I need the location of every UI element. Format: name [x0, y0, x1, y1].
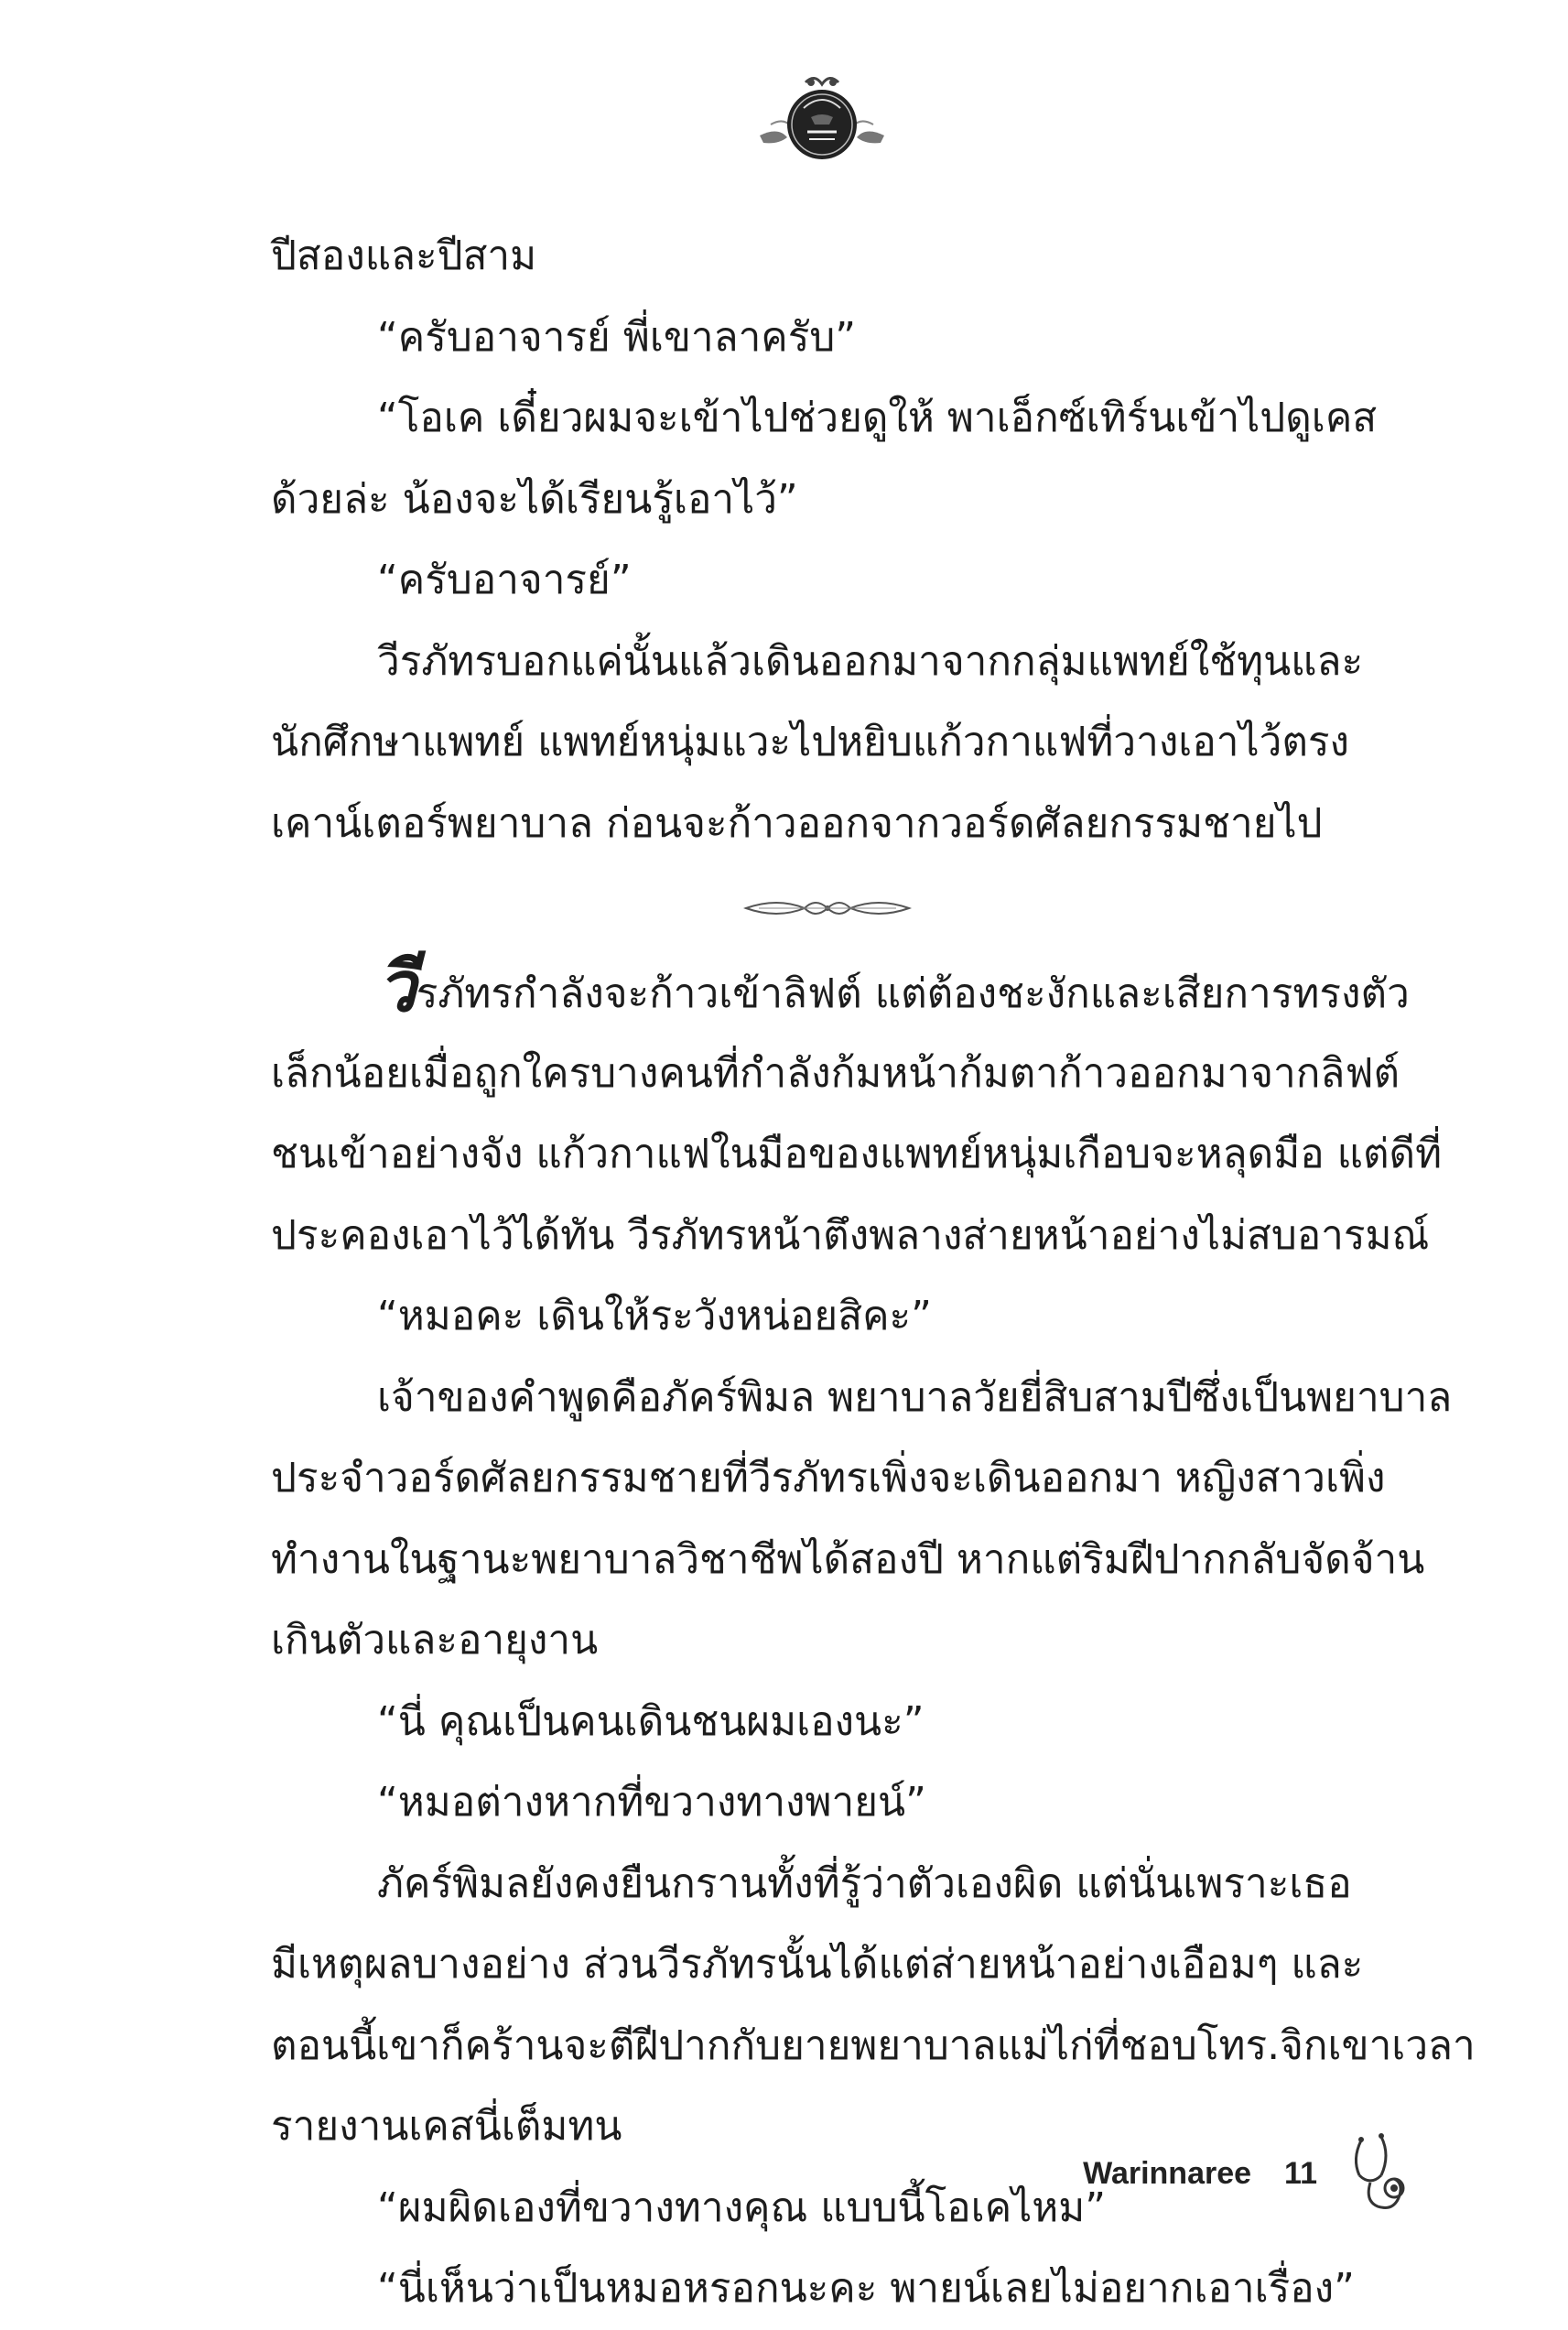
text-line: เคาน์เตอร์พยาบาล ก่อนจะก้าวออกจากวอร์ดศัลยกรรมชายไป	[271, 799, 1323, 847]
text-line: “ครับอาจารย์”	[377, 557, 632, 603]
footer-author: Warinnaree	[1083, 2155, 1252, 2191]
text-line: “ครับอาจารย์ พี่เขาลาครับ”	[377, 313, 857, 361]
section-2	[271, 946, 1476, 2330]
text-line: ด้วยล่ะ น้องจะได้เรียนรู้เอาไว้”	[271, 475, 798, 523]
drop-cap: วี	[377, 946, 416, 1027]
text-line: ปีสองและปีสาม	[271, 233, 537, 279]
text-line: เจ้าของคำพูดคือภัคร์พิมล พยาบาลวัยยี่สิบสามปีซึ่งเป็นพยาบาล	[377, 1373, 1453, 1421]
text-line: ตอนนี้เขาก็คร้านจะตีฝีปากกับยายพยาบาลแม่ไก่ที่ชอบโทร.จิกเขาเวลา	[271, 2021, 1476, 2069]
text-line-rest: รภัทรกำลังจะก้าวเข้าลิฟต์ แต่ต้องชะงักและเสียการทรงตัว	[416, 970, 1410, 1017]
text-line: “หมอคะ เดินให้ระวังหน่อยสิคะ”	[377, 1293, 932, 1339]
section-divider	[271, 864, 1384, 952]
text-line: “โอเค เดี๋ยวผมจะเข้าไปช่วยดูให้ พาเอ็กซ์เทิร์นเข้าไปดูเคส	[377, 395, 1378, 441]
page-number: 11	[1284, 2155, 1317, 2191]
text-line: วีรภัทรบอกแค่นั้นแล้วเดินออกมาจากกลุ่มแพทย์ใช้ทุนและ	[377, 637, 1364, 685]
circular-emblem-icon	[751, 71, 893, 168]
text-line: ชนเข้าอย่างจัง แก้วกาแฟในมือของแพทย์หนุ่มเกือบจะหลุดมือ แต่ดีที่	[271, 1131, 1443, 1177]
ornamental-divider-icon	[741, 890, 914, 927]
text-line: นักศึกษาแพทย์ แพทย์หนุ่มแวะไปหยิบแก้วกาแฟที่วางเอาไว้ตรง	[271, 719, 1350, 765]
section-1	[271, 216, 1384, 864]
text-line: “หมอต่างหากที่ขวางทางพายน์”	[377, 1779, 926, 1826]
text-line: เล็กน้อยเมื่อถูกใครบางคนที่กำลังก้มหน้าก้มตาก้าวออกมาจากลิฟต์	[271, 1049, 1400, 1097]
text-line	[271, 946, 1410, 1034]
stethoscope-icon	[1345, 2131, 1412, 2216]
text-line: “ผมผิดเองที่ขวางทางคุณ แบบนี้โอเคไหม”	[377, 2184, 1107, 2231]
text-line: ทำงานในฐานะพยาบาลวิชาชีพได้สองปี หากแต่ริมฝีปากกลับจัดจ้าน	[271, 1535, 1425, 1583]
text-line: ประจำวอร์ดศัลยกรรมชายที่วีรภัทรเพิ่งจะเดินออกมา หญิงสาวเพิ่ง	[271, 1455, 1386, 1501]
text-line: ภัคร์พิมลยังคงยืนกรานทั้งที่รู้ว่าตัวเองผิด แต่นั่นเพราะเธอ	[377, 1859, 1352, 1907]
text-line: “นี่เห็นว่าเป็นหมอหรอกนะคะ พายน์เลยไม่อยากเอาเรื่อง”	[377, 2265, 1355, 2312]
text-line: ประคองเอาไว้ได้ทัน วีรภัทรหน้าตึงพลางส่ายหน้าอย่างไม่สบอารมณ์	[271, 1211, 1430, 1259]
text-line: เกินตัวและอายุงาน	[271, 1617, 599, 1664]
page-footer	[1083, 2131, 1412, 2216]
text-line: “นี่ คุณเป็นคนเดินชนผมเองนะ”	[377, 1697, 925, 1745]
text-line: รายงานเคสนี่เต็มทน	[271, 2103, 622, 2150]
text-line: มีเหตุผลบางอย่าง ส่วนวีรภัทรนั้นได้แต่ส่ายหน้าอย่างเอือมๆ และ	[271, 1941, 1364, 1988]
text-body	[271, 216, 1476, 2330]
